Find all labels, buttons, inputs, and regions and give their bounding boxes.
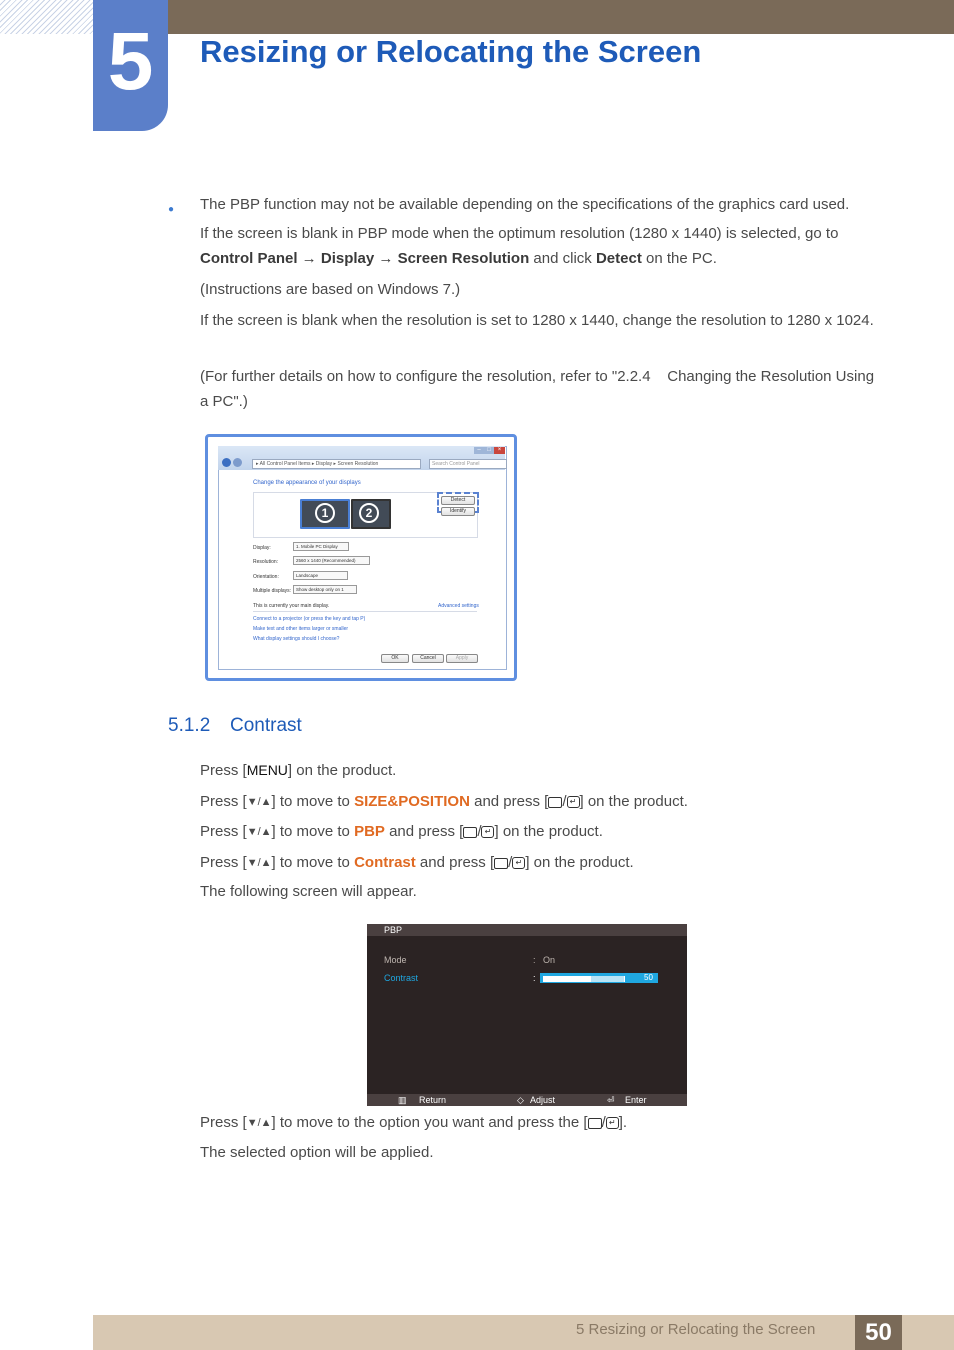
paragraph-further-details: (For further details on how to configure the resolution, refer to "2.2.4 Changing the Resolution Using a PC".) <box>200 368 879 410</box>
enter-key-icon: ↵ <box>567 796 580 808</box>
step-text: / <box>508 854 513 871</box>
chapter-title: Resizing or Relocating the Screen <box>200 34 702 69</box>
step-2 <box>200 789 880 815</box>
step-text: and press [ <box>415 854 495 871</box>
window-heading: Change the appearance of your displays <box>253 480 361 486</box>
footer-bar <box>93 1315 954 1350</box>
step-text: Press [ <box>200 823 247 840</box>
resolution-label: Resolution: <box>253 559 279 565</box>
paragraph-resolution-change: If the screen is blank when the resolution is set to 1280 x 1440, change the resolution to 1280 x 1024. <box>200 312 874 329</box>
advanced-settings-link: Advanced settings <box>438 603 479 609</box>
adjust-icon: ◇ <box>517 1095 524 1105</box>
resolution-select: 2560 x 1440 (Recommended) <box>293 556 370 565</box>
back-arrow-icon <box>222 458 231 467</box>
step-text: Press [ <box>200 854 247 871</box>
header-hatch-pattern <box>0 0 93 34</box>
address-bar: ▸ All Control Panel Items ▸ Display ▸ Screen Resolution <box>252 459 421 469</box>
osd-mode-value: On <box>543 955 556 965</box>
osd-enter: Enter <box>625 1095 647 1105</box>
step-text: ] to move to <box>271 823 355 840</box>
updown-key-icon: ▼/▲ <box>246 856 272 869</box>
osd-colon: : <box>533 955 536 965</box>
step-text: ] to move to the option you want and press the [ <box>271 1114 588 1131</box>
step-text: and press [ <box>469 793 549 810</box>
orientation-label: Orientation: <box>253 574 279 580</box>
osd-menu <box>367 924 687 1106</box>
osd-header <box>367 924 687 936</box>
enter-key-icon: ↵ <box>606 1117 619 1129</box>
section-heading <box>168 715 302 737</box>
minimize-icon: – <box>474 447 484 454</box>
menu-key: MENU <box>246 762 288 778</box>
step-text: and press [ <box>384 823 464 840</box>
identify-button: Identify <box>441 507 475 516</box>
paragraph-blank-screen <box>200 221 880 271</box>
following-screen-text: The following screen will appear. <box>200 883 417 900</box>
updown-key-icon: ▼/▲ <box>246 825 272 838</box>
monitor-2-number: 2 <box>359 503 379 523</box>
multiple-displays-select: Show desktop only on 1 <box>293 585 357 594</box>
maximize-icon: □ <box>484 447 494 454</box>
source-key-icon <box>548 797 562 808</box>
contrast-slider-rest <box>591 976 624 982</box>
monitor-1-number: 1 <box>315 503 335 523</box>
p1-and-click: and click <box>529 250 596 267</box>
text-size-link: Make text and other items larger or smaller <box>253 626 349 632</box>
page-number: 50 <box>855 1315 902 1350</box>
step-text: ] on the product. <box>494 823 603 840</box>
cancel-button: Cancel <box>412 654 444 663</box>
step-text: ] on the product. <box>287 762 397 779</box>
osd-contrast-label: Contrast <box>384 973 419 983</box>
osd-adjust: Adjust <box>530 1095 556 1105</box>
main-display-text: This is currently your main display. <box>253 603 330 609</box>
paragraph-windows7: (Instructions are based on Windows 7.) <box>200 281 461 298</box>
osd-return: Return <box>419 1095 447 1105</box>
enter-key-icon: ↵ <box>481 826 494 838</box>
updown-key-icon: ▼/▲ <box>246 1116 272 1129</box>
source-key-icon <box>494 858 508 869</box>
updown-key-icon: ▼/▲ <box>246 795 272 808</box>
step-text: / <box>601 1114 606 1131</box>
osd-colon: : <box>533 973 536 983</box>
apply-button: Apply <box>446 654 478 663</box>
forward-arrow-icon <box>233 458 242 467</box>
size-position-option: SIZE&POSITION <box>354 793 470 810</box>
close-icon: × <box>494 447 505 454</box>
return-icon: ▥ <box>398 1095 407 1105</box>
p1-screen-resolution: Screen Resolution <box>397 250 530 267</box>
p1-arrow: → <box>297 250 321 267</box>
step-text: / <box>562 793 567 810</box>
orientation-select: Landscape <box>293 571 348 580</box>
osd-footer <box>367 1094 687 1106</box>
osd-title: PBP <box>384 925 403 935</box>
search-box: Search Control Panel <box>429 459 507 469</box>
display-label: Display: <box>253 545 271 551</box>
step-text: ] on the product. <box>525 854 634 871</box>
step-text: ] on the product. <box>579 793 688 810</box>
multiple-displays-label: Multiple displays: <box>253 588 292 594</box>
p1-control-panel: Control Panel <box>200 250 298 267</box>
source-key-icon <box>588 1118 602 1129</box>
step-text: / <box>477 823 482 840</box>
settings-help-link: What display settings should I choose? <box>253 636 340 642</box>
chapter-number-badge: 5 <box>93 0 168 131</box>
step-final <box>200 1110 880 1136</box>
header-bar <box>168 0 954 34</box>
contrast-value: 50 <box>644 973 653 982</box>
enter-key-icon: ↵ <box>512 857 525 869</box>
p1-arrow: → <box>374 250 398 267</box>
step-text: Press [ <box>200 762 247 779</box>
detect-button: Detect <box>441 496 475 505</box>
step-text: ]. <box>618 1114 628 1131</box>
osd-mode-label: Mode <box>384 955 407 965</box>
step-4 <box>200 850 880 876</box>
p1-display: Display <box>320 250 375 267</box>
p1-end: on the PC. <box>641 250 717 267</box>
contrast-option: Contrast <box>354 854 416 871</box>
step-3 <box>200 819 880 845</box>
bullet-dot-icon: ● <box>168 204 175 215</box>
contrast-slider-fill <box>543 976 591 982</box>
section-title: Contrast <box>230 715 302 736</box>
step-text: Press [ <box>200 1114 247 1131</box>
bullet-text: The PBP function may not be available depending on the specifications of the graphics card used. <box>200 196 850 213</box>
divider <box>253 611 477 612</box>
applied-text: The selected option will be applied. <box>200 1144 434 1161</box>
section-number: 5.1.2 <box>168 715 211 736</box>
step-text: ] to move to <box>271 854 355 871</box>
display-select: 1. Mobile PC Display <box>293 542 349 551</box>
step-text: Press [ <box>200 793 247 810</box>
step-text: ] to move to <box>271 793 355 810</box>
enter-icon: ⏎ <box>607 1095 615 1105</box>
step-1 <box>200 758 880 783</box>
pbp-option: PBP <box>354 823 385 840</box>
p1-detect: Detect <box>595 250 642 267</box>
footer-chapter-text: 5 Resizing or Relocating the Screen <box>576 1321 816 1338</box>
projector-link: Connect to a projector (or press the key and tap P) <box>253 616 366 622</box>
ok-button: OK <box>381 654 409 663</box>
source-key-icon <box>463 827 477 838</box>
p1-text: If the screen is blank in PBP mode when the optimum resolution (1280 x 1440) is selected, go to <box>200 225 839 242</box>
